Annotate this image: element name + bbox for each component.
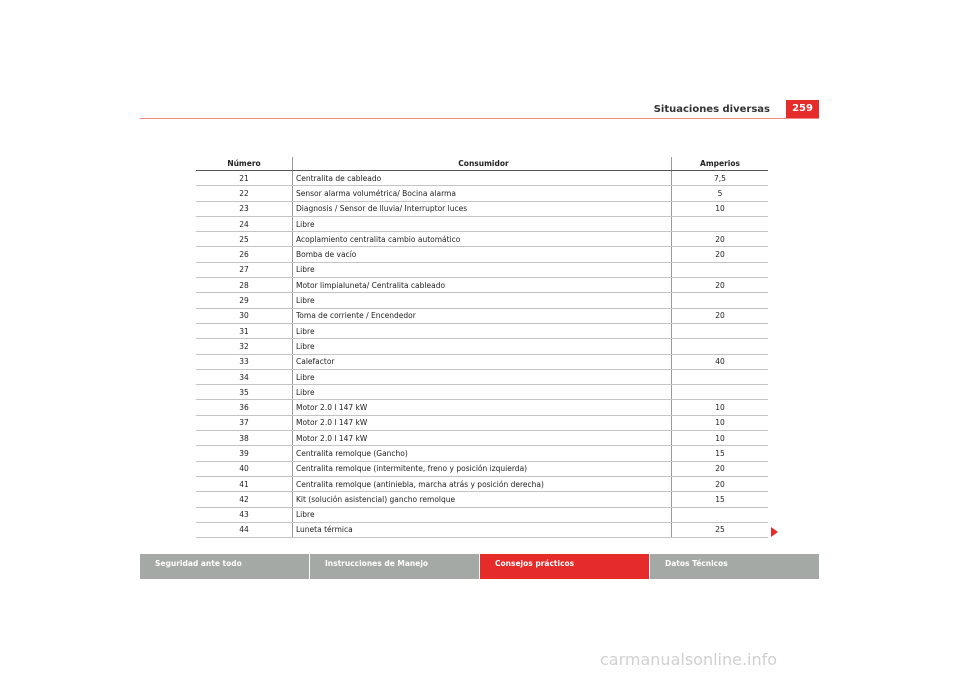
cell-number: 23 <box>196 201 293 216</box>
cell-amps: 20 <box>672 308 769 323</box>
cell-number: 40 <box>196 461 293 476</box>
cell-amps: 20 <box>672 278 769 293</box>
cell-amps: 10 <box>672 431 769 446</box>
fuse-table <box>196 157 768 538</box>
table-row <box>196 385 768 400</box>
cell-number: 27 <box>196 262 293 277</box>
cell-consumer: Libre <box>293 293 672 308</box>
cell-consumer: Acoplamiento centralita cambio automático <box>293 232 672 247</box>
cell-number: 25 <box>196 232 293 247</box>
cell-consumer: Motor 2.0 l 147 kW <box>293 400 672 415</box>
cell-number: 37 <box>196 415 293 430</box>
watermark: carmanualsonline.info <box>600 650 778 669</box>
cell-amps: 15 <box>672 446 769 461</box>
cell-consumer: Libre <box>293 323 672 338</box>
table-row <box>196 461 768 476</box>
table-row <box>196 278 768 293</box>
nav-tab-seguridad[interactable]: Seguridad ante todo <box>140 554 310 579</box>
cell-consumer: Diagnosis / Sensor de lluvia/ Interruptor luces <box>293 201 672 216</box>
table-row <box>196 171 768 186</box>
cell-consumer: Calefactor <box>293 354 672 369</box>
column-header-number: Número <box>196 157 293 171</box>
cell-amps: 10 <box>672 201 769 216</box>
cell-consumer: Luneta térmica <box>293 522 672 537</box>
nav-tab-instrucciones[interactable]: Instrucciones de Manejo <box>310 554 480 579</box>
footer-nav <box>140 554 819 579</box>
cell-consumer: Libre <box>293 507 672 522</box>
cell-consumer: Centralita remolque (intermitente, freno y posición izquierda) <box>293 461 672 476</box>
cell-amps: 20 <box>672 476 769 491</box>
cell-amps <box>672 293 769 308</box>
cell-consumer: Motor limpialuneta/ Centralita cableado <box>293 278 672 293</box>
cell-consumer: Centralita remolque (Gancho) <box>293 446 672 461</box>
table-row <box>196 247 768 262</box>
column-header-amps: Amperios <box>672 157 769 171</box>
table-row <box>196 293 768 308</box>
table-row <box>196 186 768 201</box>
nav-tab-consejos[interactable]: Consejos prácticos <box>480 554 650 579</box>
cell-number: 42 <box>196 492 293 507</box>
column-header-consumer: Consumidor <box>293 157 672 171</box>
cell-number: 44 <box>196 522 293 537</box>
cell-amps <box>672 262 769 277</box>
table-row <box>196 522 768 537</box>
header-divider <box>140 118 819 119</box>
cell-amps <box>672 385 769 400</box>
cell-number: 39 <box>196 446 293 461</box>
table-row <box>196 400 768 415</box>
cell-number: 35 <box>196 385 293 400</box>
cell-amps: 10 <box>672 400 769 415</box>
table-row <box>196 308 768 323</box>
cell-amps: 20 <box>672 247 769 262</box>
cell-amps: 25 <box>672 522 769 537</box>
cell-amps <box>672 507 769 522</box>
cell-consumer: Libre <box>293 216 672 231</box>
table-row <box>196 323 768 338</box>
page-number: 259 <box>786 100 819 118</box>
cell-number: 22 <box>196 186 293 201</box>
cell-amps <box>672 216 769 231</box>
cell-consumer: Sensor alarma volumétrica/ Bocina alarma <box>293 186 672 201</box>
cell-number: 43 <box>196 507 293 522</box>
table-row <box>196 262 768 277</box>
cell-amps <box>672 339 769 354</box>
cell-consumer: Centralita remolque (antiniebla, marcha atrás y posición derecha) <box>293 476 672 491</box>
cell-consumer: Kit (solución asistencial) gancho remolque <box>293 492 672 507</box>
cell-consumer: Libre <box>293 385 672 400</box>
cell-amps: 5 <box>672 186 769 201</box>
table-row <box>196 476 768 491</box>
cell-amps: 20 <box>672 461 769 476</box>
table-row <box>196 201 768 216</box>
cell-consumer: Motor 2.0 l 147 kW <box>293 415 672 430</box>
cell-number: 26 <box>196 247 293 262</box>
table-row <box>196 339 768 354</box>
cell-number: 33 <box>196 354 293 369</box>
table-row <box>196 216 768 231</box>
nav-tab-datos[interactable]: Datos Técnicos <box>650 554 819 579</box>
cell-number: 28 <box>196 278 293 293</box>
cell-number: 36 <box>196 400 293 415</box>
cell-number: 34 <box>196 369 293 384</box>
section-title: Situaciones diversas <box>653 104 770 115</box>
cell-consumer: Libre <box>293 369 672 384</box>
next-page-arrow-icon[interactable] <box>771 527 778 537</box>
cell-number: 41 <box>196 476 293 491</box>
cell-number: 32 <box>196 339 293 354</box>
cell-number: 30 <box>196 308 293 323</box>
cell-number: 29 <box>196 293 293 308</box>
table-row <box>196 354 768 369</box>
cell-amps: 40 <box>672 354 769 369</box>
table-header-row <box>196 157 768 171</box>
table-row <box>196 446 768 461</box>
cell-amps: 7,5 <box>672 171 769 186</box>
table-row <box>196 492 768 507</box>
table-row <box>196 431 768 446</box>
cell-consumer: Motor 2.0 l 147 kW <box>293 431 672 446</box>
cell-number: 21 <box>196 171 293 186</box>
cell-consumer: Libre <box>293 339 672 354</box>
cell-number: 38 <box>196 431 293 446</box>
cell-number: 31 <box>196 323 293 338</box>
cell-consumer: Bomba de vacío <box>293 247 672 262</box>
table-row <box>196 369 768 384</box>
table-row <box>196 232 768 247</box>
table-row <box>196 507 768 522</box>
cell-number: 24 <box>196 216 293 231</box>
cell-consumer: Libre <box>293 262 672 277</box>
cell-amps: 20 <box>672 232 769 247</box>
cell-amps <box>672 323 769 338</box>
cell-amps: 15 <box>672 492 769 507</box>
cell-amps <box>672 369 769 384</box>
cell-amps: 10 <box>672 415 769 430</box>
cell-consumer: Centralita de cableado <box>293 171 672 186</box>
table-row <box>196 415 768 430</box>
cell-consumer: Toma de corriente / Encendedor <box>293 308 672 323</box>
